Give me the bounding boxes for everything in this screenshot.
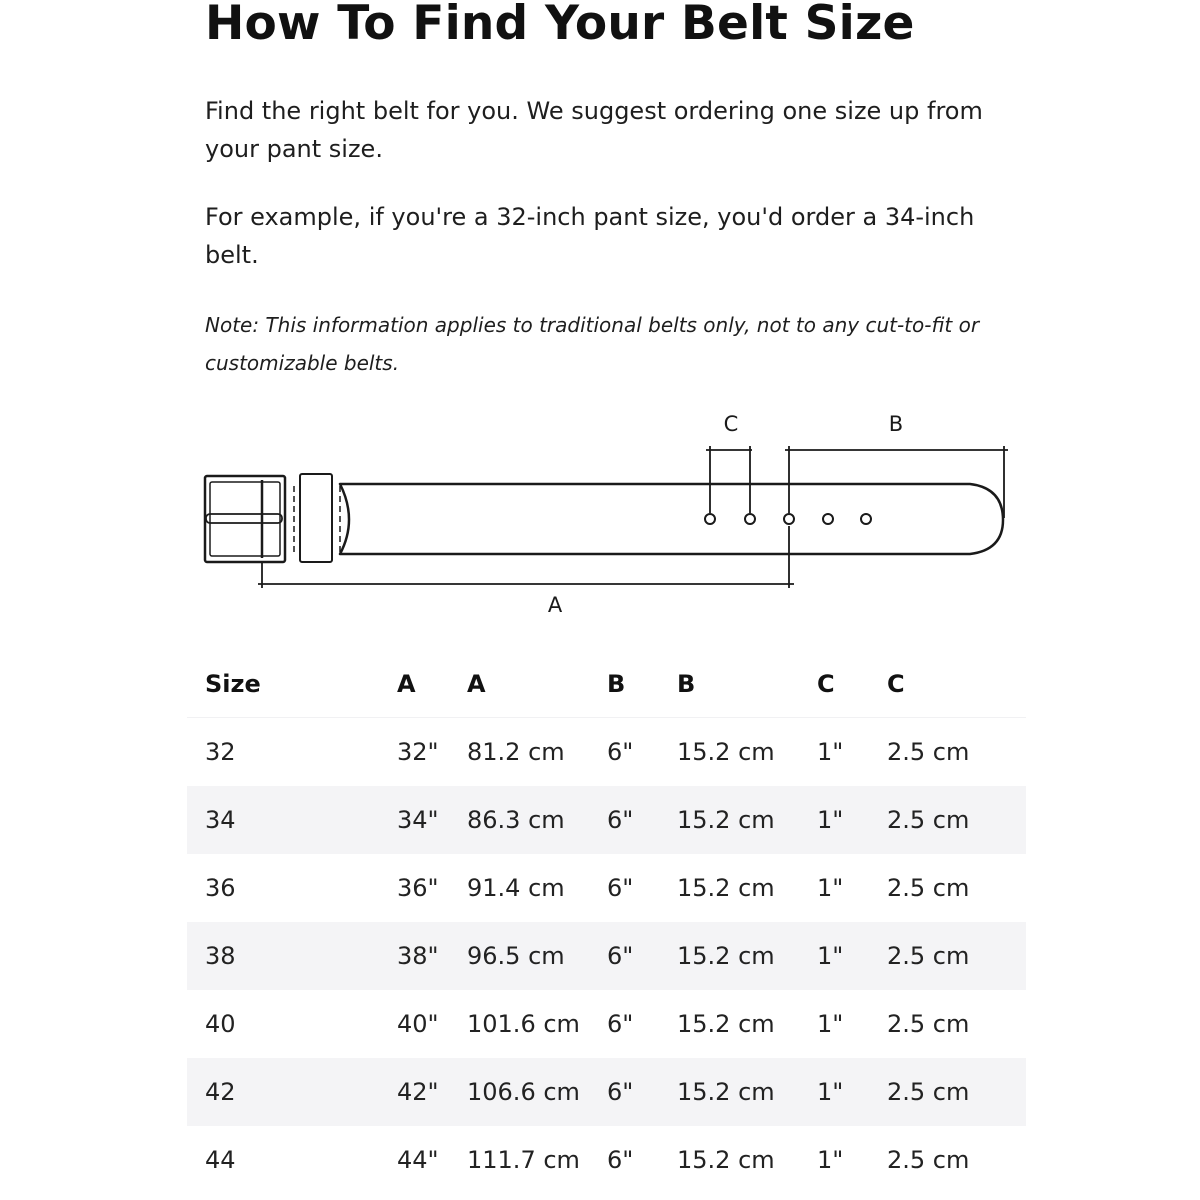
header-b-cm: B <box>677 650 817 718</box>
intro-suggestion: Find the right belt for you. We suggest ordering one size up from your pant size. <box>205 97 983 163</box>
page-title: How To Find Your Belt Size <box>205 0 915 51</box>
table-row <box>187 922 1026 990</box>
dimension-b <box>785 446 1008 518</box>
header-c-cm: C <box>887 650 1026 718</box>
cell-b-inches: 6" <box>607 1058 677 1126</box>
header-a-cm: A <box>467 650 607 718</box>
table-row <box>187 1058 1026 1126</box>
cell-c-inches: 1" <box>817 1010 844 1038</box>
intro-note: Note: This information applies to traditional belts only, not to any cut-to-fit or customizable belts. <box>205 313 980 375</box>
cell-a-inches: 34" <box>397 786 467 854</box>
cell-c-inches: 1" <box>817 1146 844 1174</box>
intro-example: For example, if you're a 32-inch pant size, you'd order a 34-inch belt. <box>205 203 975 269</box>
cell-c-cm: 2.5 cm <box>887 922 1026 990</box>
dimension-c-label: C <box>723 412 739 436</box>
belt-keeper <box>294 474 340 562</box>
cell-c-cm: 2.5 cm <box>887 738 970 766</box>
belt-hole <box>861 514 871 524</box>
belt-diagram <box>0 400 1200 630</box>
cell-c-inches: 1" <box>817 922 887 990</box>
cell-c-cm: 2.5 cm <box>887 1010 970 1038</box>
cell-a-cm: 111.7 cm <box>467 1146 580 1174</box>
dimension-lines <box>258 446 1008 588</box>
belt-hole <box>784 514 794 524</box>
cell-a-inches: 38" <box>397 922 467 990</box>
cell-a-cm: 86.3 cm <box>467 786 607 854</box>
belt-strap <box>340 484 1003 554</box>
belt-hole <box>745 514 755 524</box>
belt-size-table <box>187 650 1026 1194</box>
cell-c-cm: 2.5 cm <box>887 1058 1026 1126</box>
cell-a-inches: 32" <box>397 738 439 766</box>
belt-buckle <box>205 476 285 562</box>
belt-holes <box>705 514 871 524</box>
cell-b-inches: 6" <box>607 874 634 902</box>
cell-size: 42 <box>187 1058 397 1126</box>
cell-c-cm: 2.5 cm <box>887 1146 970 1174</box>
cell-size: 44 <box>205 1146 236 1174</box>
cell-a-inches: 40" <box>397 1010 439 1038</box>
cell-b-cm: 15.2 cm <box>677 1010 775 1038</box>
table-row <box>187 854 1026 922</box>
cell-a-cm: 96.5 cm <box>467 922 607 990</box>
dimension-a-label: A <box>547 593 563 617</box>
table-row <box>187 718 1026 787</box>
cell-size: 32 <box>205 738 236 766</box>
cell-c-inches: 1" <box>817 874 844 902</box>
cell-b-cm: 15.2 cm <box>677 738 775 766</box>
cell-c-cm: 2.5 cm <box>887 874 970 902</box>
cell-size: 38 <box>187 922 397 990</box>
table-row <box>187 990 1026 1058</box>
belt-illustration <box>205 474 1003 562</box>
cell-a-cm: 101.6 cm <box>467 1010 580 1038</box>
cell-a-inches: 42" <box>397 1058 467 1126</box>
cell-b-cm: 15.2 cm <box>677 922 817 990</box>
dimension-a <box>258 526 794 588</box>
dimension-b-label: B <box>888 412 904 436</box>
table-row <box>187 786 1026 854</box>
cell-b-inches: 6" <box>607 786 677 854</box>
cell-b-inches: 6" <box>607 738 634 766</box>
cell-b-cm: 15.2 cm <box>677 1146 775 1174</box>
cell-a-inches: 44" <box>397 1146 439 1174</box>
cell-c-inches: 1" <box>817 738 844 766</box>
header-size: Size <box>187 650 397 718</box>
cell-b-inches: 6" <box>607 1146 634 1174</box>
cell-size: 40 <box>205 1010 236 1038</box>
cell-c-inches: 1" <box>817 786 887 854</box>
cell-size: 36 <box>205 874 236 902</box>
header-c-inches: C <box>817 650 887 718</box>
header-b-inches: B <box>607 650 677 718</box>
belt-hole <box>705 514 715 524</box>
cell-c-inches: 1" <box>817 1058 887 1126</box>
cell-size: 34 <box>187 786 397 854</box>
table-header-row <box>187 650 1026 718</box>
cell-c-cm: 2.5 cm <box>887 786 1026 854</box>
cell-b-inches: 6" <box>607 1010 634 1038</box>
cell-b-cm: 15.2 cm <box>677 1058 817 1126</box>
cell-b-cm: 15.2 cm <box>677 786 817 854</box>
cell-a-cm: 106.6 cm <box>467 1058 607 1126</box>
cell-a-inches: 36" <box>397 874 439 902</box>
header-a-inches: A <box>397 650 467 718</box>
cell-b-cm: 15.2 cm <box>677 874 775 902</box>
cell-a-cm: 81.2 cm <box>467 738 565 766</box>
table-row <box>187 1126 1026 1194</box>
belt-hole <box>823 514 833 524</box>
cell-b-inches: 6" <box>607 922 677 990</box>
cell-a-cm: 91.4 cm <box>467 874 565 902</box>
dimension-c <box>706 446 752 513</box>
